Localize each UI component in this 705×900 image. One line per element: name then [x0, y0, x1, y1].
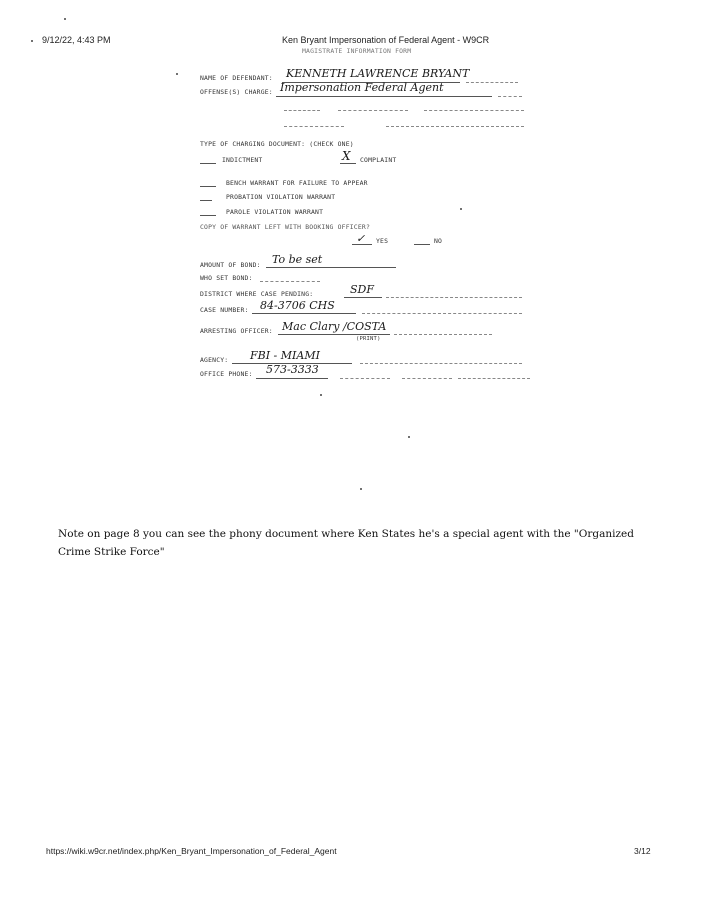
yes-checkbox [352, 244, 372, 245]
blank-line-5 [386, 126, 524, 127]
agency-value: FBI - MIAMI [250, 349, 320, 362]
arresting-officer-label: ARRESTING OFFICER: [200, 327, 273, 335]
blank-line-3 [424, 110, 524, 111]
bond-label: AMOUNT OF BOND: [200, 261, 261, 269]
district-label: DISTRICT WHERE CASE PENDING: [200, 290, 314, 298]
parole-label: PAROLE VIOLATION WARRANT [226, 208, 324, 216]
complaint-label: COMPLAINT [360, 156, 397, 164]
note-text: Note on page 8 you can see the phony document where Ken States he's a special agent with the "Organized Crime Strike Force" [58, 528, 634, 558]
agency-label: AGENCY: [200, 356, 229, 364]
blank-line-4 [284, 126, 344, 127]
scan-speck [31, 40, 33, 42]
indictment-label: INDICTMENT [222, 156, 263, 164]
phone-line-tail [340, 378, 390, 379]
agency-line-tail [360, 363, 522, 364]
blank-line-1 [284, 110, 320, 111]
bench-warrant-label: BENCH WARRANT FOR FAILURE TO APPEAR [226, 179, 368, 187]
footer-url[interactable]: https://wiki.w9cr.net/index.php/Ken_Bryant_Impersonation_of_Federal_Agent [46, 846, 337, 856]
print-label: (PRINT) [356, 336, 381, 342]
form-title: MAGISTRATE INFORMATION FORM [302, 47, 412, 55]
charging-doc-label: TYPE OF CHARGING DOCUMENT: (CHECK ONE) [200, 140, 354, 148]
bond-line [266, 267, 396, 268]
print-page-title: Ken Bryant Impersonation of Federal Agent - W9CR [282, 35, 490, 45]
phone-value: 573-3333 [266, 363, 319, 376]
complaint-checkbox [340, 163, 356, 164]
district-value: SDF [350, 283, 374, 296]
offense-label: OFFENSE(S) CHARGE: [200, 88, 273, 96]
district-line [344, 297, 382, 298]
probation-checkbox [200, 200, 212, 201]
indictment-checkbox [200, 163, 216, 164]
case-number-line-tail [362, 313, 522, 314]
blank-line-2 [338, 110, 408, 111]
offense-value: Impersonation Federal Agent [280, 81, 444, 94]
yes-label: YES [376, 237, 389, 245]
scan-speck [64, 18, 66, 20]
case-number-line [252, 313, 356, 314]
scan-speck [176, 73, 178, 75]
arresting-officer-line [278, 334, 390, 335]
print-datetime: 9/12/22, 4:43 PM [42, 35, 111, 45]
defendant-line-tail [466, 82, 518, 83]
offense-line [276, 96, 492, 97]
footer-page-number: 3/12 [634, 846, 651, 856]
scan-speck [408, 436, 410, 438]
scanned-form [190, 36, 530, 506]
who-set-bond-label: WHO SET BOND: [200, 274, 253, 282]
who-set-bond-line [260, 281, 320, 282]
defendant-value: KENNETH LAWRENCE BRYANT [286, 67, 470, 80]
arresting-officer-value: Mac Clary /COSTA [282, 320, 387, 333]
district-line-tail [386, 297, 522, 298]
defendant-label: NAME OF DEFENDANT: [200, 74, 273, 82]
bench-warrant-checkbox [200, 186, 216, 187]
case-number-label: CASE NUMBER: [200, 306, 249, 314]
yes-mark: ✓ [356, 232, 366, 245]
phone-line-tail-2 [402, 378, 452, 379]
parole-checkbox [200, 215, 216, 216]
bond-value: To be set [272, 253, 323, 266]
no-checkbox [414, 244, 430, 245]
complaint-mark: X [342, 149, 351, 163]
scan-speck [360, 488, 362, 490]
offense-line-tail [498, 96, 522, 97]
copy-warrant-label: COPY OF WARRANT LEFT WITH BOOKING OFFICER? [200, 223, 370, 231]
phone-line [256, 378, 328, 379]
arresting-officer-line-tail [394, 334, 492, 335]
phone-label: OFFICE PHONE: [200, 370, 253, 378]
probation-label: PROBATION VIOLATION WARRANT [226, 193, 336, 201]
case-number-value: 84-3706 CHS [260, 299, 335, 312]
scan-speck [320, 394, 322, 396]
scan-speck [460, 208, 462, 210]
no-label: NO [434, 237, 443, 245]
phone-line-tail-3 [458, 378, 530, 379]
